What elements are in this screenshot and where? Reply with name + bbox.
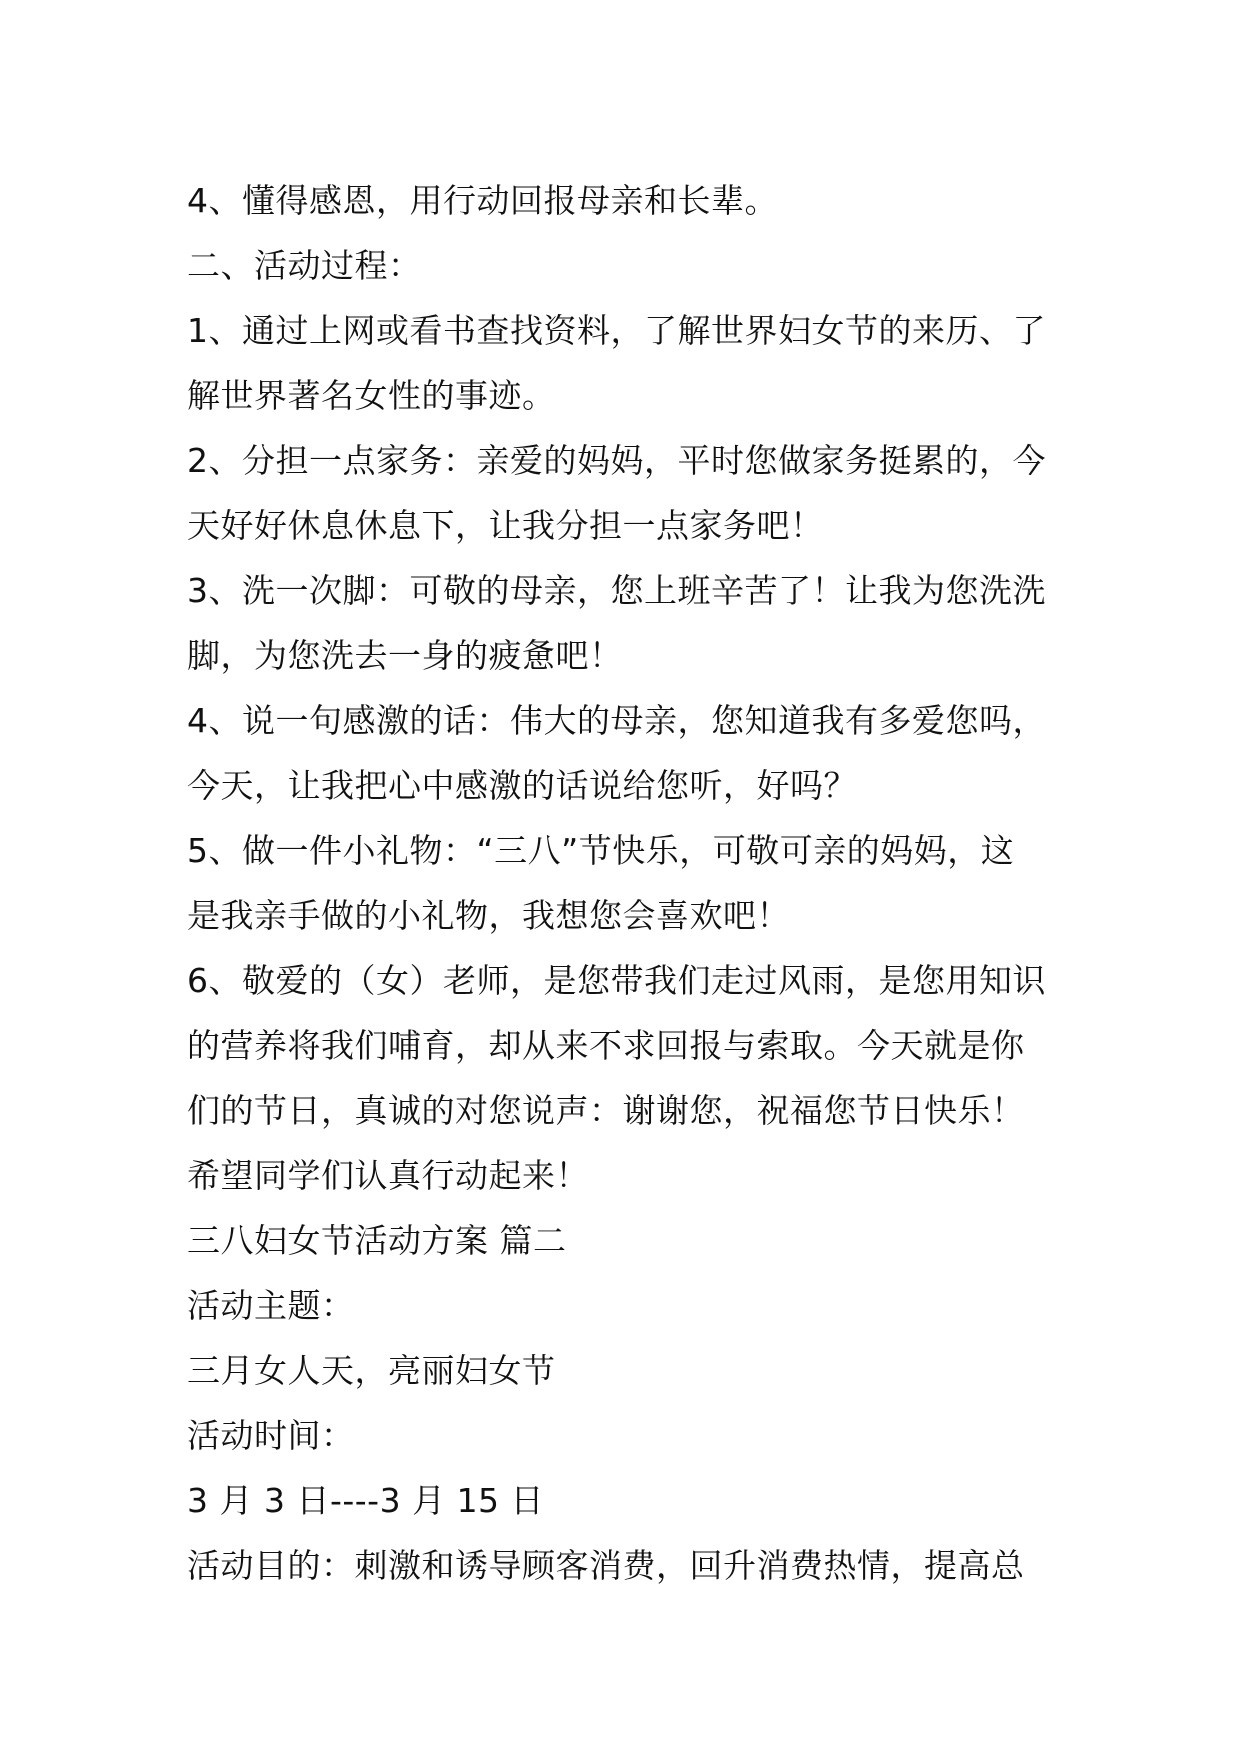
text-line-16: 希望同学们认真行动起来！ [187,1156,589,1195]
purpose-line: 活动目的：刺激和诱导顾客消费，回升消费热情，提高总 [187,1546,1025,1585]
section-heading: 二、活动过程： [187,246,422,285]
document-body [187,168,1067,1598]
text-line-13: 6、敬爱的（女）老师，是您带我们走过风雨，是您用知识 [187,961,1046,1000]
text-line-4: 解世界著名女性的事迹。 [187,376,556,415]
text-line-14: 的营养将我们哺育，却从来不求回报与索取。今天就是你 [187,1026,1025,1065]
time-value: 3 月 3 日----3 月 15 日 [187,1481,545,1520]
time-label: 活动时间： [187,1416,355,1455]
text-line-15: 们的节日，真诚的对您说声：谢谢您，祝福您节日快乐！ [187,1091,1025,1130]
text-line-8: 脚，为您洗去一身的疲惫吧！ [187,636,623,675]
text-line-7: 3、洗一次脚：可敬的母亲，您上班辛苦了！让我为您洗洗 [187,571,1046,610]
theme-label: 活动主题： [187,1286,355,1325]
text-line-6: 天好好休息休息下，让我分担一点家务吧！ [187,506,824,545]
text-line-9: 4、说一句感激的话：伟大的母亲，您知道我有多爱您吗， [187,701,1046,740]
text-line-5: 2、分担一点家务：亲爱的妈妈，平时您做家务挺累的，今 [187,441,1046,480]
theme-value: 三月女人天，亮丽妇女节 [187,1351,556,1390]
text-line-12: 是我亲手做的小礼物，我想您会喜欢吧！ [187,896,790,935]
text-line-3: 1、通过上网或看书查找资料，了解世界妇女节的来历、了 [187,311,1046,350]
text-line-10: 今天，让我把心中感激的话说给您听，好吗？ [187,766,857,805]
text-line-1: 4、懂得感恩，用行动回报母亲和长辈。 [187,181,778,220]
article-title: 三八妇女节活动方案 篇二 [187,1221,567,1260]
text-line-11: 5、做一件小礼物：“三八”节快乐，可敬可亲的妈妈，这 [187,831,1015,870]
